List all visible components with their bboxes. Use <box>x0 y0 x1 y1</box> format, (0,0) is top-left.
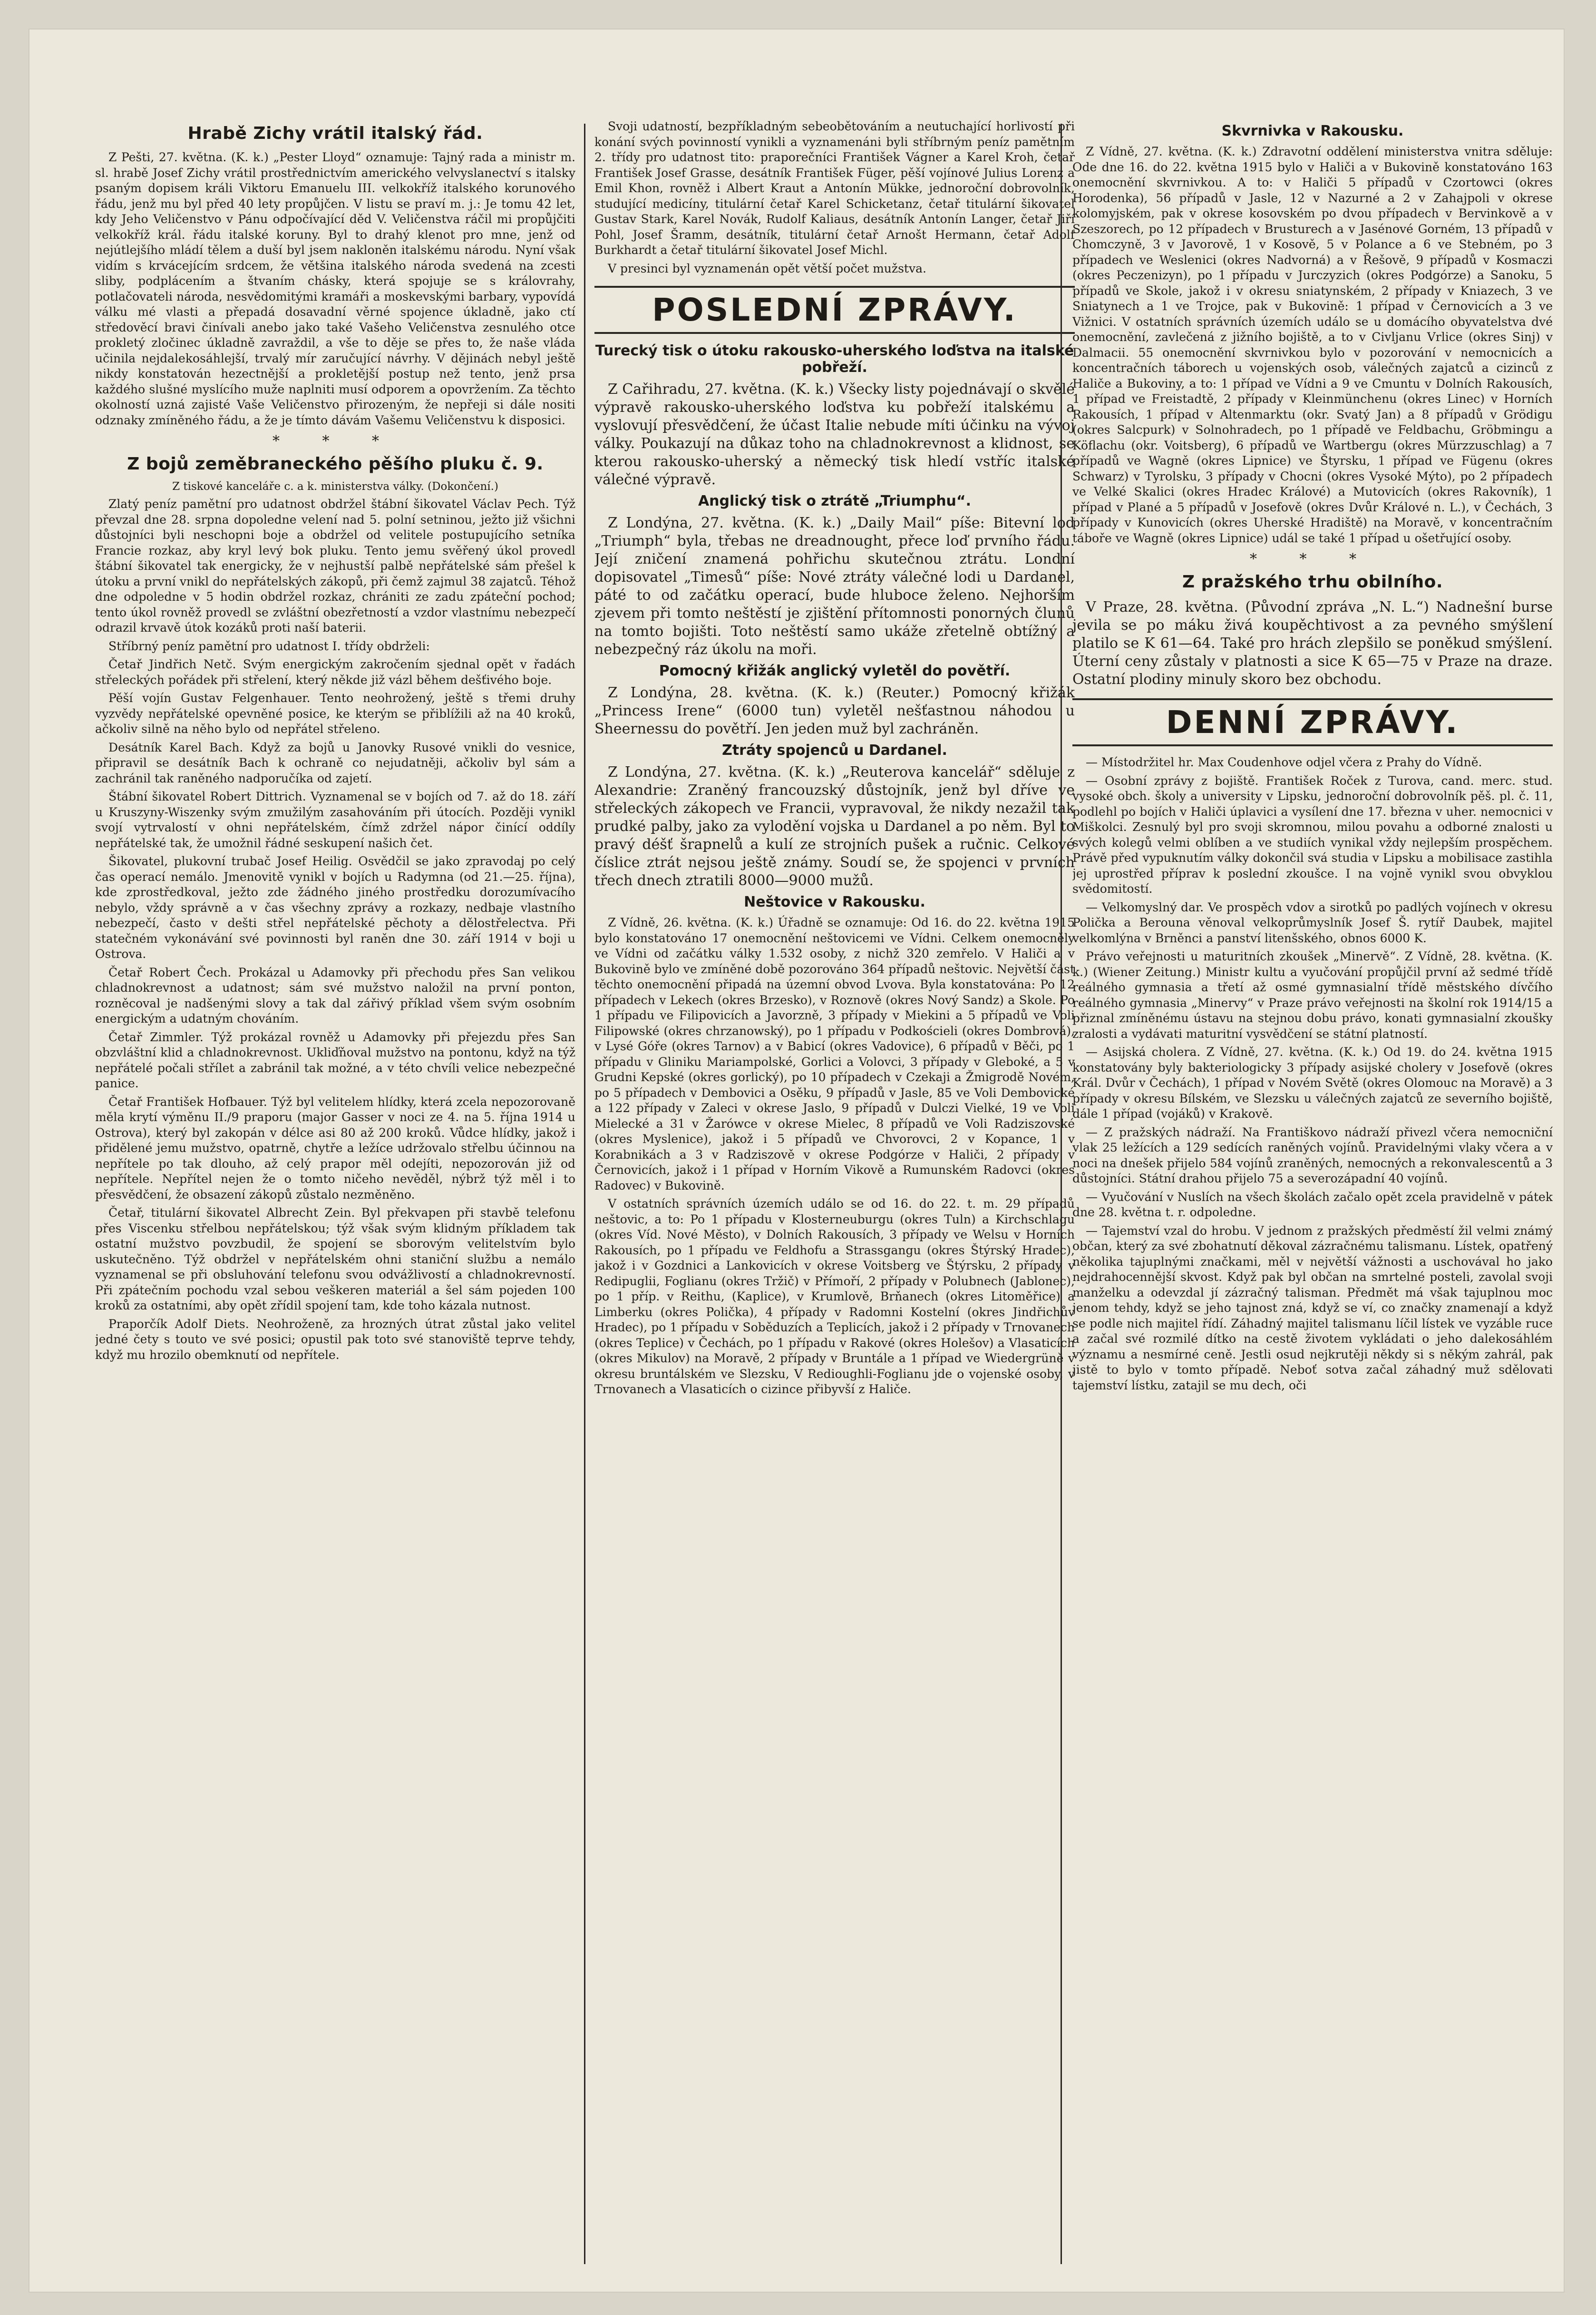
headline: Turecký tisk o útoku rakousko-uherského loďstva na italské pobřeží. <box>595 342 1074 376</box>
article-paragraph: Z Londýna, 27. května. (K. k.) „Daily Mail“ píše: Bitevní loď „Triumph“ byla, třebas ne dreadnought, přece loď prvního řádu. Její zničení znamená pohřichu skutečnou ztrátu. Londní dopisovatel „Timesů“ píše: Nové ztráty válečné lodi u Dardanel, páté to od začátku operací, bude hluboce želeno. Nejhorším zjevem při tomto neštěstí je zjištění přítomnosti ponorných člunů na tomto bojišti. Toto neštěstí samo ukáže zřetelně obtížný a nebezpečný ráz úkolu na moři. <box>594 515 1075 658</box>
article-paragraph: Z Londýna, 28. května. (K. k.) (Reuter.) Pomocný křižák „Princess Irene“ (6000 tun) vyletěl nešťastnou náhodou u Sheernessu do povětří. Jen jeden muž byl zachráněn. <box>594 684 1075 737</box>
article-paragraph: Z Pešti, 27. května. (K. k.) „Pester Lloyd“ oznamuje: Tajný rada a ministr m. sl. hrabě Josef Zichy vrátil prostřednictvím amerického velvyslanectví s italsky psaným dopisem králi Viktoru Emanuelu III. velkokříž italského korunového řádu, jenž mu byl před 40 lety propůjčen. V listu se praví m. j.: Je tomu 42 let, kdy Jeho Veličenstvo v Pánu odpočívající děd V. Veličenstva ráčil mi propůjčiti velkokříž král. řádu italské koruny. Byl to drahý klenot pro mne, jenž od nejútlejšího mládí tělem a duší byl jsem nakloněn italskému národu. Nyní však vidím s krvácejícím srdcem, že většina italského národa svedená na zcesti sliby, podplácením a štvaním chásky, která spojuje se s královrahy, potlačovateli národa, nesvědomitými kramáři a moskevskými barbary, vypovídá válku mé vlasti a přepadá dosavadní věrné spojence úkladně, jako ctí středověcí bravi činívali anebo jako také Vašeho Veličenstva zesnulého otce prokletý zločinec úkladně zavraždil, a vše to děje se přes to, že naše vláda učinila nejdalekosáhlejší, trvalý mír zaručující návrhy. V dějinách nebyl ještě nikdy konstatován hezectnější a prokletější postup než tento, jenž prsa každého slušné myslícího muže naplniti musí odporem a opovržením. Za těchto okolností uzná zajisté Vaše Veličenstvo přirozeným, že nepřeji si dále nositi odznaky zmíněného řádu, a že je tímto dávám Vašemu Veličenstvu k disposici. <box>95 150 575 427</box>
column-right <box>1072 119 1553 2278</box>
news-item: — Tajemství vzal do hrobu. V jednom z pražských předměstí žil velmi známý občan, který za své zbohatnutí děkoval zázračnému talismanu. Lístek, opatřený několika tajuplnými značkami, měl v největší vážnosti a uschovával ho jako nejdrahocennější skvost. Když pak byl občan na smrtelné posteli, zavolal svoji manželku a odevzdal jí zázračný talisman. Předmět má však tajuplnou moc jenom tehdy, když se jeho tajnost zná, když se ví, co značky znamenají a když se podle nich majitel řídí. Záhadný majitel talismanu líčil lístek ve vyzáble ruce a začal své rozmilé dítko na cestě životem vykládati o jeho dalekosáhlém významu a nesmírné ceně. Jestli osud nejkrutěji někdy si s někým zahrál, pak jistě to bylo v tomto případě. Neboť sotva začal záhadný muž sdělovati tajemství lístku, zatajil se mu dech, oči <box>1072 1223 1553 1392</box>
news-item: Právo veřejnosti u maturitních zkoušek „Minervě“. Z Vídně, 28. května. (K. k.) (Wiener Zeitung.) Ministr kultu a vyučování propůjčil první až sedmé třídě reálného gymnasia a třetí až osmé gymnasialní třídě městského dívčího reálného gymnasia „Minervy“ v Praze právo veřejnosti na školní rok 1914/15 a přiznal zmíněnému ústavu na stejnou dobu právo, konati gymnasialní zkoušky zralosti a vydávati maturitní vysvědčení se státní platností. <box>1072 949 1553 1041</box>
headline: Ztráty spojenců u Dardanel. <box>722 742 947 759</box>
separator-stars: * * * <box>272 433 399 449</box>
article-krizak <box>594 663 1075 738</box>
article-skvrnivka <box>1072 123 1553 546</box>
headline: Pomocný křižák anglický vyletěl do povětří. <box>659 663 1011 679</box>
article-paragraph: Četař František Hofbauer. Týž byl velitelem hlídky, která zcela nepozorovaně měla krytí výměnu II./9 praporu (major Gasser v noci ze 4. na 5. října 1914 u Ostrova), který byl zakopán v délce asi 80 až 200 kroků. Vůdce hlídky, jakož i přidělené jemu mužstvo, opatrně, chytře a ležíce udržovalo střelbu účinnou na nepřítele po tak dlouho, až celý prapor měl odejíti, nepozorován již od nepřítele. Nepřítel nejen že o tomto ničeho nevěděl, nýbrž týž měl i to přesvědčení, že obsazení zákopů zůstalo nezměněno. <box>95 1094 575 1201</box>
article-paragraph: Pěší vojín Gustav Felgenhauer. Tento neohrožený, ještě s třemi druhy vyzvědy nepřátelské opevněné posice, ke kterým se přiblížili až na 40 kroků, ačkoliv silně na něho bylo od nepřátel střeleno. <box>95 691 575 736</box>
section-banner-posledni-zpravy: POSLEDNÍ ZPRÁVY. <box>594 286 1075 334</box>
article-paragraph: Z Vídně, 26. května. (K. k.) Úřadně se oznamuje: Od 16. do 22. května 1915 bylo konstatováno 17 onemocnění neštovicemi ve Vídni. Celkem onemocněly ve Vídni od začátku války 1.532 osoby, z nichž 320 zemřelo. V Haliči a v Bukovině bylo ve zmíněné době pozorováno 364 případů neštovic. Největší část těchto onemocnění připadá na územní obvod Lvova. Byla konstatována: Po 12 případech v Lekech (okres Brzesko), v Roznově (okres Nový Sandz) a Skole. Po 1 případu ve Filipovicích a Javorzně, 3 případy v Miekini a 5 případů ve Voli Filipowské (okres chrzanowský), po 1 případu v Podkościeli (okres Dombrová), v Lysé Góře (okres Tarnov) a v Babicí (okres Vadovice), 6 případů v Běči, po 1 případu v Gliniku Mariampolské, Gorlici a Volovci, 3 případy v Gleboké, a 5 v Grudni Kepské (okres gorlický), po 10 případech v Czekaji a Žmigrodě Novém, po 5 případech v Dembovici a Osěku, 9 případů v Jasle, 85 ve Voli Dembovické a 122 případy v Zaleci v okrese Jaslo, 9 případů v Dulczi Vielké, 19 ve Voli Mielecké a 31 v Žarówce v okrese Mielec, 8 případů ve Voli Radziszovské (okres Myslenice), jakož i 5 případů ve Chvorovci, 2 v Kopance, 1 v Korabnikách a 3 v Radziszově v okrese Podgórze v Haliči, 2 případy v Černovicích, jakož i 1 případ v Horním Vikově a Rumunském Radovci (okres Radovec) v Bukovině. <box>594 916 1075 1192</box>
article-paragraph: Desátník Karel Bach. Když za bojů u Janovky Rusové vnikli do vesnice, připravil se desátník Bach k ochraně co nejudatněji, ačkoliv byl sám a zachránil tak raněného nadporučíka od zajetí. <box>95 740 575 785</box>
article-paragraph: Svoji udatností, bezpříkladným sebeobětováním a neutuchající horlivostí při konání svých povinností vynikli a vyznamenáni byli stříbrným peníz pamětním 2. třídy pro udatnost tito: praporečníci František Vágner a Karel Kroh, četař František Josef Grasse, desátník František Füger, pěší vojínové Julius Lorenz a Emil Khon, rovněž i Albert Kraut a Antonín Mükke, jednoroční dobrovolník, studující medicíny, titulární četař Karel Schicketanz, četař titulární šikovatel Gustav Stark, Karel Novák, Rudolf Kaliaus, desátník Antonín Langer, četař Jiří Pohl, Josef Šramm, desátník, titulární četař Arnošt Hermann, četař Adolf Burkhardt a četař titulární šikovatel Josef Michl. <box>594 119 1075 257</box>
headline: Z bojů zeměbraneckého pěšího pluku č. 9. <box>127 454 544 474</box>
article-paragraph: V ostatních správních územích událo se od 16. do 22. t. m. 29 případů neštovic, a to: Po 1 případu v Klosterneuburgu (okres Tuln) a Kirchschlagu (okres Víd. Nové Město), v Dolních Rakousích, 3 případy ve Welsu v Horních Rakousích, po 1 případu ve Feldhofu a Strassgangu (okres Štýrský Hradec), jakož i v Gozdnici a Lankovicích v okrese Voitsberg ve Štýrsku, 2 případy v Redipuglii, Foglianu (okres Tržič) v Přímoří, 2 případy v Polubnech (Jablonec), po 1 příp. v Reithu, (Kaplice), v Krumlově, Brňanech (okres Litoměřice) a Limberku (okres Polička), 4 případy v Radomni Kostelní (okres Jindřichův Hradec), po 1 případu v Soběduzích a Teplicích, jakož i 2 případy v Trnovanech (okres Teplice) v Čechách, po 1 případu v Rakové (okres Holešov) a Vlasaticích (okres Mikulov) na Moravě, 2 případy v Bruntále a 1 případ ve Wiedergrüně v okresu bruntálském ve Slezsku, V Redioughli-Foglianu jde o vojenské osoby, v Trnovanech a Vlasaticích o cizince přibyvší z Haliče. <box>594 1197 1075 1396</box>
newspaper-page <box>29 29 1565 2293</box>
headline: Neštovice v Rakousku. <box>744 894 925 910</box>
article-paragraph: Z Cařihradu, 27. května. (K. k.) Všecky listy pojednávají o skvělé výpravě rakousko-uherského loďstva ku pobřeží italskému a vyslovují přesvědčení, že účast Italie nebude míti účinku na vývoj války. Poukazují na důkaz toho na chladnokrevnost a klidnost, se kterou rakousko-uherský a německý tisk hledí vstříc italské válečné výpravě. <box>594 381 1075 488</box>
article-paragraph: Stříbrný peníz pamětní pro udatnost I. třídy obdrželi: <box>108 639 430 653</box>
article-continuation <box>594 119 1075 276</box>
article-paragraph: Z Vídně, 27. května. (K. k.) Zdravotní oddělení ministerstva vnitra sděluje: Ode dne 16. do 22. května 1915 bylo v Haliči a v Bukovině konstatováno 163 onemocnění skvrnivkou. A to: v Haliči 5 případů v Czortowci (okres Horodenka), 56 případů v Jasle, 12 v Nazurné a 2 v Zahajpoli v okrese kolomyjském, pak v okrese kosovském po dvou případech v Bervinkově a v Szeszorech, po 12 případech v Brusturech a v Jasénové Gorném, 13 případů v Chomczyně, 3 v Javorově, 1 v Kosově, 5 v Polance a 6 ve Stebném, po 3 případech ve Weslenici (okres Nadvorná) a v Řešově, 9 případů v Kosmaczi (okres Peczenizyn), po 1 případu v Jurczyzich (okres Podgórze) a Sanoku, 5 případů ve Skole, jakož i v okresu sniatynském, 2 případy v Kniazech, 3 ve Sniatynech a 1 ve Trojce, pak v Bukovině: 1 případ v Černovicích a 3 ve Vižnici. V ostatních správních územích událo se u domácího obyvatelstva dvé onemocnění, zavlečená z jižního bojiště, a to v Civljanu Vrlice (okres Sinj) v Dalmacii. 55 onemocnění skvrnivkou bylo v pozorování v nemocnicích a koncentračních táborech u vojenských osob, válečných zajatců a cizinců z Haliče a Bukoviny, a to: 1 případ ve Vídni a 9 ve Cmuntu v Dolních Rakousích, 1 případ ve Freistadtě, 2 případy v Kleinmünchenu (okres Linec) v Horních Rakousích, 1 případ v Altenmarktu (okr. Svatý Jan) a 8 případů v Grödigu (okres Salcpurk) v Solnohradech, po 1 případě ve Feldbachu, Gröbmingu a Köflachu (okr. Voitsberg), 6 případů ve Wartbergu (okres Mürzzuschlag) a 7 případů ve Wagně (okres Lipnice) ve Štyrsku, 1 případ ve Fügenu (okres Schwarz) v Tyrolsku, 3 případy v Chocni (okres Vysoké Mýto), po 2 případech ve Velké Skalici (okres Hradec Králové) a Mutovicích (okres Rakovník), 1 případ v Plané a 5 případů v Josefově (okres Dvůr Králové n. L.), v Čechách, 3 případy v Kunovicích (okres Uherské Hradiště) na Moravě, v koncentračním táboře ve Wagně (okres Lipnice) udál se také 1 případ u ošetřující osoby. <box>1072 145 1553 545</box>
article-paragraph: Zlatý peníz pamětní pro udatnost obdržel štábní šikovatel Václav Pech. Týž převzal dne 28. srpna dopoledne velení nad 5. polní setninou, ježto již všichni důstojníci byli neschopni boje a obdržel od velitele postupujícího setníka Francie rozkaz, aby kryl levý bok pluku. Tento jemu svěřený úkol provedl štábní šikovatel tak energicky, že v nejhustší palbě nepřátelské sám přešel k útoku a první vnikl do nepřátelských zákopů, při čemž zajmul 38 zajatců. Téhož dne odpoledne v 5 hodin obdržel rozkaz, chrániti ze zadu zpáteční pochod; tento úkol rovněž provedl se zvláštní obezřetností a vzdor vlastnímu nebezpečí odrazil krvavě útok kozáků proti naší baterii. <box>95 497 575 635</box>
article-zichy <box>95 124 575 428</box>
news-item: — Velkomyslný dar. Ve prospěch vdov a sirotků po padlých vojínech v okresu Polička a Berouna věnoval velkoprůmyslník Josef Š. rytíř Daubek, majitel velkomlýna v Brněnci a panství litenšského, obnos 6000 K. <box>1072 900 1553 945</box>
article-triumph <box>594 493 1075 659</box>
article-paragraph: Šikovatel, plukovní trubač Josef Heilig. Osvědčil se jako zpravodaj po celý čas operací nemálo. Jmenovitě vynikl v bojích u Radymna (od 21.—25. října), kde zprostředkoval, ježto zde žádného jiného prostředku dorozumívacího nebylo, vždy správně a v čas všechny zprávy a rozkazy, nedbaje vlastního nebezpečí, často v dešti střel nepřátelské pěchoty a dělostřelectva. Při statečném vykonávání své povinnosti byl raněn dne 30. září 1914 v boji u Ostrova. <box>95 854 575 961</box>
article-paragraph: Praporčík Adolf Diets. Neohroženě, za hrozných útrat zůstal jako velitel jedné čety s touto ve své posici; opustil pak toto své stanoviště teprve tehdy, když mu hrozilo obemknutí od nepřítele. <box>95 1317 575 1362</box>
news-item: — Vyučování v Nuslích na všech školách začalo opět zcela pravidelně v pátek dne 28. května t. r. odpoledne. <box>1072 1190 1553 1219</box>
daily-news <box>1072 755 1553 1393</box>
article-paragraph: Četař, titulární šikovatel Albrecht Zein. Byl překvapen při stavbě telefonu přes Viscenku střelbou nepřátelskou; týž však svým klidným příkladem tak ostatní mužstvo povzbudil, že spojení se sborovým velitelstvím bylo uskutečněno. Týž obdržel v nepřátelském ohni staniční službu a nemálo vyznamenal se při obsluhování telefonu svou odvážlivostí a chladnokrevností. Při zpátečním pochodu vzal sebou veškeren materiál a šel sám pojeden 100 kroků za ostatními, aby opět zřídil spojení tam, kde toho kázala nutnost. <box>95 1206 575 1312</box>
subheadline: Z tiskové kanceláře c. a k. ministerstva války. (Dokončení.) <box>172 480 498 493</box>
article-paragraph: Četař Zimmler. Týž prokázal rovněž u Adamovky při přejezdu přes San obzvláštní klid a chladnokrevnost. Ukliďňoval mužstvo na pontonu, když na týž nepřátelé počali střílet a zabránil tak možné, a v této chvíli velice nebezpečné panice. <box>95 1030 575 1090</box>
column-rule <box>584 124 585 2264</box>
article-paragraph: V presinci byl vyznamenán opět větší počet mužstva. <box>608 261 926 275</box>
article-ztraty-dardanely <box>594 742 1075 890</box>
article-turecky-tisk <box>594 342 1075 489</box>
article-pluk-9 <box>95 454 575 1363</box>
news-item: — Asijská cholera. Z Vídně, 27. května. (K. k.) Od 19. do 24. května 1915 konstatovány byly bakteriologicky 3 případy asijské cholery v Josefově (okres Král. Dvůr v Čechách), 1 případ v Novém Světě (okres Olomouc na Moravě) a 3 případy v okresu Bílském, ve Slezsku u válečných zajatců ze severního bojiště, dále 1 případ (vojáků) v Krakově. <box>1072 1045 1553 1121</box>
news-item: — Z pražských nádraží. Na Františkovo nádraží přivezl včera nemocniční vlak 25 ležících a 129 sedících raněných vojínů. Pravidelnými vlaky včera a v noci na dnešek přijelo 584 vojínů zraněných, nemocných a rekonvalescentů a 3 důstojníci. Státní drahou přijelo 75 a severozápadní 40 vojínů. <box>1072 1125 1553 1185</box>
article-paragraph: Četař Robert Čech. Prokázal u Adamovky při přechodu přes San velikou chladnokrevnost a udatnost; sám své mužstvo naložil na první ponton, rozněcoval je nadšenými slovy a tak dal zářivý příklad všem svým osobním energickým a udatným chováním. <box>95 965 575 1026</box>
headline: Skvrnivka v Rakousku. <box>1221 123 1404 139</box>
article-paragraph: Četař Jindřich Netč. Svým energickým zakročením sjednal opět v řadách střeleckých pořádek při střelení, který někde již vázl během dešťivého boje. <box>95 657 575 687</box>
news-item: — Místodržitel hr. Max Coudenhove odjel včera z Prahy do Vídně. <box>1086 755 1482 769</box>
headline: Hrabě Zichy vrátil italský řád. <box>187 124 483 143</box>
article-trh-obilni <box>1072 572 1553 689</box>
column-middle <box>594 119 1075 2278</box>
column-left <box>95 119 575 2278</box>
separator-stars: * * * <box>1249 551 1376 567</box>
article-paragraph: V Praze, 28. května. (Původní zpráva „N. L.“) Nadnešní burse jevila se po máku živá koupěchtivost a za pevného smýšlení platilo se K 61—64. Také pro hrách zlepšilo se poněkud smýšlení. Úterní ceny zůstaly v platnosti a sice K 65—75 v Praze na draze. Ostatní plodiny minuly skoro bez obchodu. <box>1072 599 1553 688</box>
news-item: — Osobní zprávy z bojiště. František Roček z Turova, cand. merc. stud. vysoké obch. školy a university v Lipsku, jednoroční dobrovolník pěš. pl. č. 11, podlehl po bojích v Haliči úplavici a vysílení dne 17. března v uher. nemocnici v Miškolci. Zesnulý byl pro svoji skromnou, milou povahu a odborné znalosti u svých kolegů velmi oblíben a ve studiích vynikal vždy nejlepším prospěchem. Právě před vypuknutím války dokončil svá studia v Lipsku a mobilisace zastihla jej uprostřed příprav k poslední zkoušce. I na vojně vynikl svou obvyklou svědomitostí. <box>1072 773 1553 896</box>
headline: Z pražského trhu obilního. <box>1182 572 1443 592</box>
headline: Anglický tisk o ztrátě „Triumphu“. <box>698 493 972 509</box>
article-paragraph: Štábní šikovatel Robert Dittrich. Vyznamenal se v bojích od 7. až do 18. září u Kruszyny-Wiszenky svým zmužilým zasahováním při útocích. Později vynikl svojí vytrvalostí v ohni nepřátelském, čímž zdržel nápor činící oddíly nepřátelské tak, že umožnil řádné seskupení našich čet. <box>95 790 575 850</box>
article-paragraph: Z Londýna, 27. května. (K. k.) „Reuterova kancelář“ sděluje z Alexandrie: Zraněný francouzský důstojník, jenž byl dříve ve střeleckých zákopech ve Francii, vypravoval, že nikdy nezažil tak prudké palby, jako za vylodění vojska u Dardanel a po něm. Byl to pravý déšť šrapnelů a kulí ze strojních pušek a ručnic. Celkové číslice ztrát nejsou ještě známy. Soudí se, že spojenci v prvních třech dnech ztratili 8000—9000 mužů. <box>594 764 1075 889</box>
article-nestovice <box>594 894 1075 1397</box>
section-banner-denni-zpravy: DENNÍ ZPRÁVY. <box>1072 698 1553 746</box>
